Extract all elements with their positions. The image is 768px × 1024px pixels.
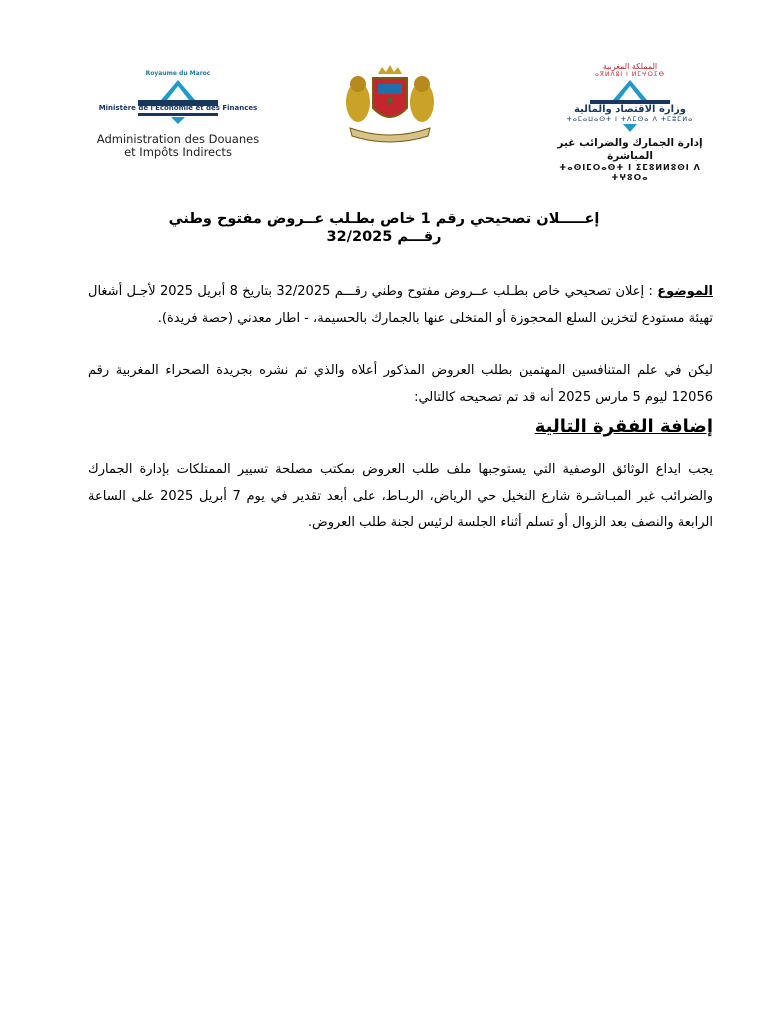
ministry-label: Ministère de l'Economie et des Finances (98, 104, 258, 112)
section-heading: إضافة الفقرة التالية (534, 416, 713, 437)
royal-coat-of-arms-icon (340, 64, 440, 144)
kingdom-arabic-label: المملكة المغربية (602, 62, 658, 71)
ministry-tifinagh-label: ⵜⴰⵎⴰⵡⴰⵙⵜ ⵏ ⵜⴷⵎⵙⴰ ⴷ ⵜⵎⵓⵎⵍⴰ (566, 115, 694, 123)
kingdom-tifinagh-label: ⴰⴳⵍⴷⵓⵏ ⵏ ⵍⵎⵖⵔⵉⴱ (595, 71, 665, 78)
emblem-bottom-icon (133, 113, 223, 125)
customs-logo-french (88, 70, 268, 180)
administration-arabic-label: إدارة الجمارك والضرائب غير المباشرة (557, 137, 703, 162)
administration-tifinagh-label: ⵜⴰⵙⵏⵎⵔⴰⵙⵜ ⵏ ⵉⵎⵓⵍⵍⵓⵙⵏ ⴷ ⵜⵖⵓⵔⴰ (559, 163, 701, 182)
administration-name-line1: Administration des Douanes (96, 132, 260, 146)
customs-logo-arabic (545, 62, 715, 182)
customs-emblem-icon (133, 78, 223, 106)
title-line-1: إعـــــلان تصحيحي رقم 1 خاص بطـلب عــروض مفتوح وطني (168, 211, 600, 227)
customs-emblem-icon (585, 78, 675, 104)
subject-label: الموضوع (657, 284, 713, 299)
subject-paragraph (88, 279, 713, 332)
notice-paragraph: ليكن في علم المتنافسين المهتمين بطلب العروض المذكور أعلاه والذي تم نشره بجريدة الصحراء المغربية رقم 12056 ليوم 5 مارس 2025 أنه قد تم تصحيحه كالتالي: (88, 363, 713, 405)
added-paragraph: يجب ايداع الوثائق الوصفية التي يستوجبها ملف طلب العروض بمكتب مصلحة تسيير الممتلكات بإدارة الجمارك والضرائب غير المبـاشـرة شارع النخيل حي الرياض، الربـاط، على أبعد تقدير في يوم 7 أبريل 2025 على الساعة الرابعة والنصف بعد الزوال أو تسلم أثناء الجلسة لرئيس لجنة طلب العروض. (88, 462, 713, 530)
kingdom-label: Royaume du Maroc (145, 70, 211, 77)
emblem-bottom-icon (585, 123, 675, 133)
title-line-2: رقـــم 32/2025 (326, 229, 442, 245)
letterhead (0, 0, 768, 190)
administration-name-line2: et Impôts Indirects (124, 145, 232, 159)
subject-text: : إعلان تصحيحي خاص بطـلب عــروض مفتوح وطني رقـــم 32/2025 بتاريخ 8 أبريل 2025 لأجـل أشغال تهيئة مستودع لتخزين السلع المحجوزة أو المتخلى عنها بالجمارك بالحسيمة، - اطار معدني (حصة فريدة). (88, 284, 713, 326)
document-title (100, 210, 668, 246)
ministry-arabic-label: وزارة الاقتصاد والمالية (573, 104, 687, 115)
